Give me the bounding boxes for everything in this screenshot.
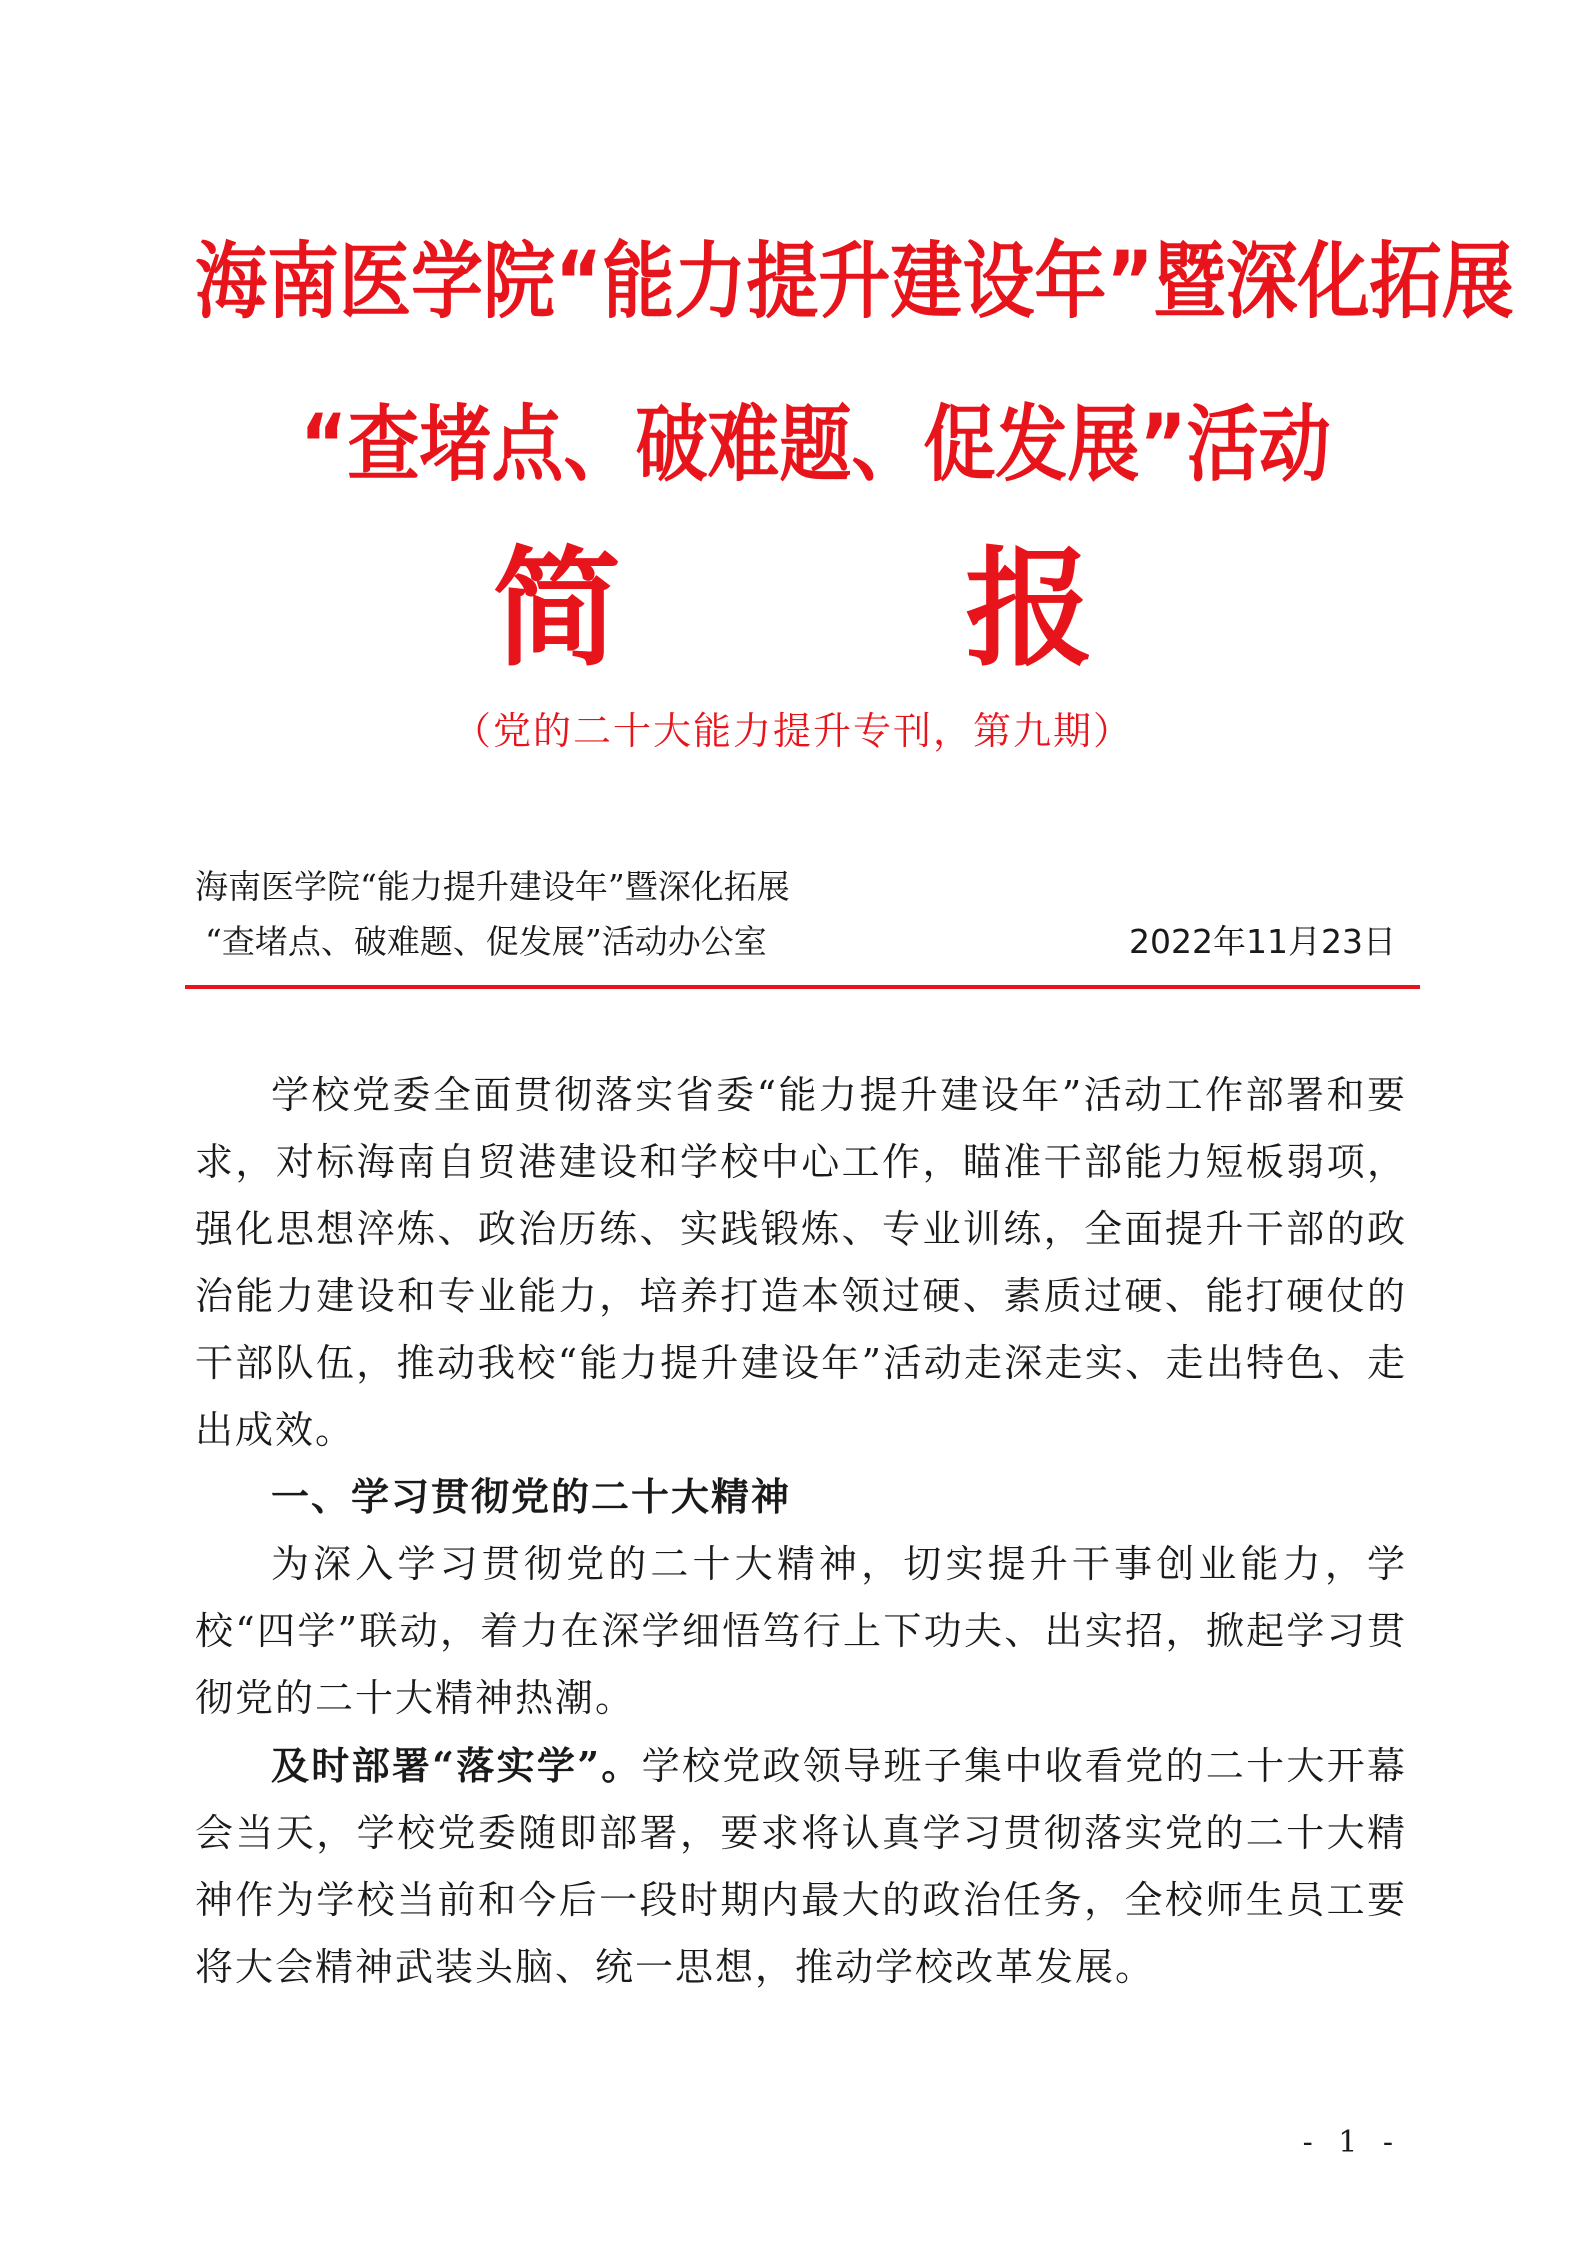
intro-paragraph: 学校党委全面贯彻落实省委“能力提升建设年”活动工作部署和要求，对标海南自贸港建设和学校中心工作，瞄准干部能力短板弱项，强化思想淬炼、政治历练、实践锻炼、专业训练，全面提升干部的政治能力建设和专业能力，培养打造本领过硬、素质过硬、能打硬仗的干部队伍，推动我校“能力提升建设年”活动走深走实、走出特色、走出成效。 (195, 1073, 1407, 1452)
section1-paragraph1: 为深入学习贯彻党的二十大精神，切实提升干事创业能力，学校“四学”联动，着力在深学细悟笃行上下功夫、出实招，掀起学习贯彻党的二十大精神热潮。 (195, 1542, 1407, 1720)
issue-date: 2022年11月23日 (1129, 922, 1396, 961)
page-number: - 1 - (1302, 2125, 1401, 2160)
section1-paragraph2-lead: 及时部署“落实学”。 (271, 1743, 642, 1788)
section1-paragraph2-rest: 学校党政领导班子集中收看党的二十大开幕会当天，学校党委随即部署，要求将认真学习贯彻落实党的二十大精神作为学校当前和今后一段时期内最大的政治任务，全校师生员工要将大会精神武装头脑、统一思想，推动学校改革发展。 (195, 1744, 1407, 1989)
section1-heading: 一、学习贯彻党的二十大精神 (271, 1475, 792, 1519)
body-text (195, 1062, 1407, 2001)
section1-paragraph2 (195, 1732, 1407, 2001)
issuer-line2: “查堵点、破难题、促发展”活动办公室 (205, 922, 767, 961)
issuer-line1: 海南医学院“能力提升建设年”暨深化拓展 (195, 867, 790, 906)
masthead-divider (185, 985, 1420, 989)
masthead-subtitle: （党的二十大能力提升专刊，第九期） (452, 709, 1133, 753)
masthead-title-line1: 海南医学院“能力提升建设年”暨深化拓展 (195, 232, 1514, 330)
masthead-title-line2: “查堵点、破难题、促发展”活动 (300, 395, 1331, 493)
masthead-brief-label: 简 报 (492, 534, 1244, 684)
